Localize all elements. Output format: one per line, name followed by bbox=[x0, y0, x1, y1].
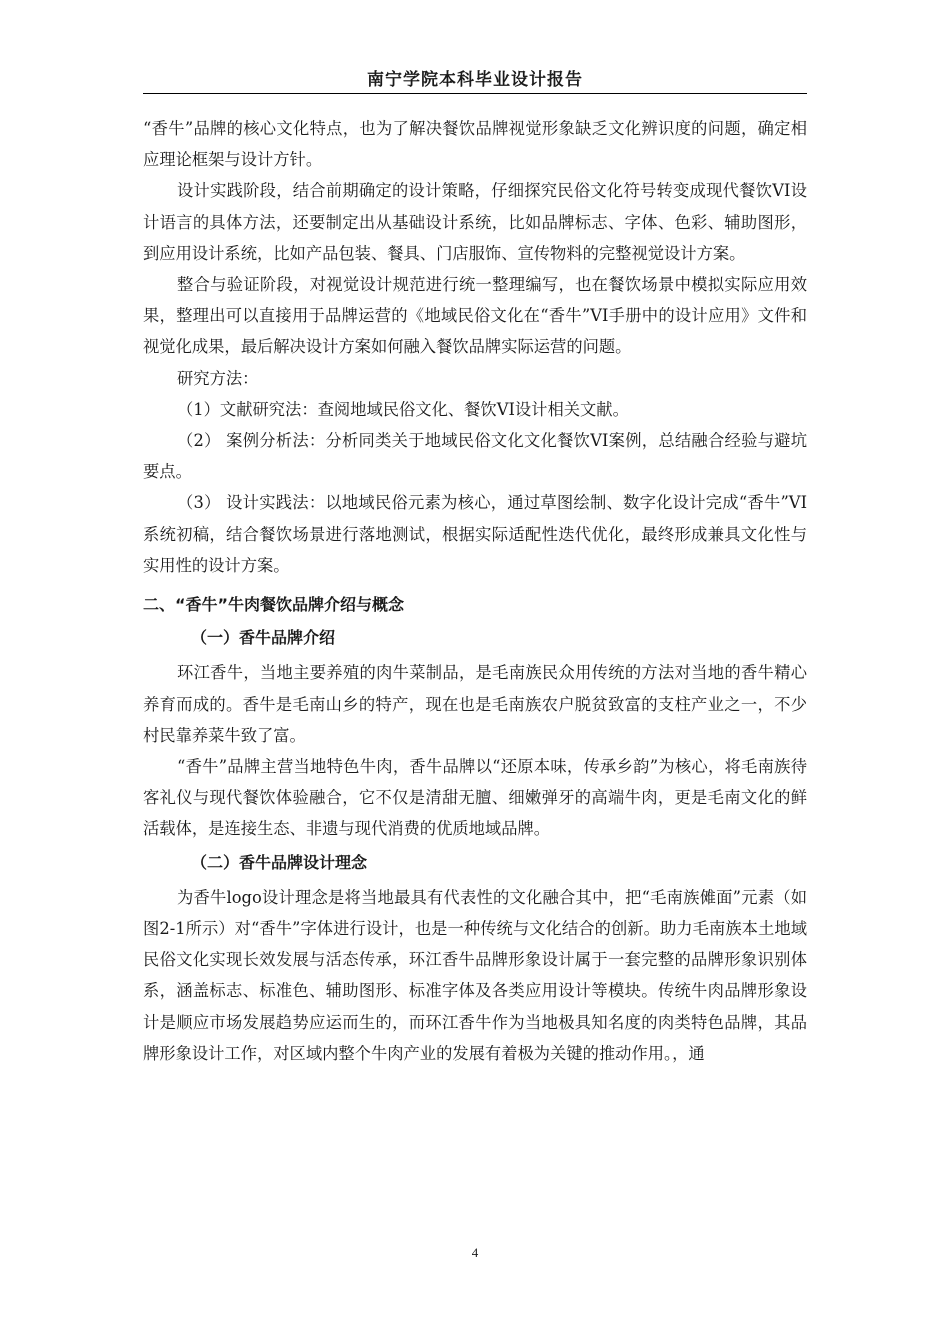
paragraph-huanjiang-cattle: 环江香牛，当地主要养殖的肉牛菜制品，是毛南族民众用传统的方法对当地的香牛精心养育而成的。香牛是毛南山乡的特产，现在也是毛南族农户脱贫致富的支柱产业之一，不少村民靠养菜牛致了富。 bbox=[143, 663, 807, 745]
header-rule bbox=[143, 93, 807, 94]
research-methods-title: 研究方法： bbox=[177, 368, 259, 388]
page-number: 4 bbox=[471, 1245, 479, 1260]
paragraph-design-practice: 设计实践阶段，结合前期确定的设计策略，仔细探究民俗文化符号转变成现代餐饮VI设计语言的具体方法，还要制定出从基础设计系统，比如品牌标志、字体、色彩、辅助图形，到应用设计系统，比如产品包装、餐具、门店服饰、宣传物料的完整视觉设计方案。 bbox=[143, 181, 807, 263]
paragraph-integration: 整合与验证阶段，对视觉设计规范进行统一整理编写，也在餐饮场景中模拟实际应用效果，整理出可以直接用于品牌运营的《地域民俗文化在“香牛”VI手册中的设计应用》文件和视觉化成果，最后解决设计方案如何融入餐饮品牌实际运营的问题。 bbox=[143, 275, 807, 357]
subsection-heading-brand-intro: （一）香牛品牌介绍 bbox=[191, 628, 336, 648]
page-header-title: 南宁学院本科毕业设计报告 bbox=[367, 70, 583, 90]
method-literature: （1）文献研究法：查阅地域民俗文化、餐饮VI设计相关文献。 bbox=[177, 399, 629, 419]
paragraph-brand-culture: “香牛”品牌的核心文化特点，也为了解决餐饮品牌视觉形象缺乏文化辨识度的问题，确定相应理论框架与设计方针。 bbox=[143, 119, 807, 170]
paragraph-brand-business: “香牛”品牌主营当地特色牛肉，香牛品牌以“还原本味，传承乡韵”为核心，将毛南族待客礼仪与现代餐饮体验融合，它不仅是清甜无膻、细嫩弹牙的高端牛肉，更是毛南文化的鲜活载体，是连接生态、非遗与现代消费的优质地域品牌。 bbox=[143, 757, 807, 839]
method-case-analysis: （2） 案例分析法：分析同类关于地域民俗文化文化餐饮VI案例，总结融合经验与避坑要点。 bbox=[143, 431, 807, 482]
document-body bbox=[143, 113, 807, 1069]
paragraph-logo-concept: 为香牛logo设计理念是将当地最具有代表性的文化融合其中，把“毛南族傩面”元素（如图2-1所示）对“香牛”字体进行设计，也是一种传统与文化结合的创新。助力毛南族本土地域民俗文化实现长效发展与活态传承，环江香牛品牌形象设计属于一套完整的品牌形象识别体系，涵盖标志、标准色、辅助图形、标准字体及各类应用设计等模块。传统牛肉品牌形象设计是顺应市场发展趋势应运而生的，而环江香牛作为当地极具知名度的肉类特色品牌，其品牌形象设计工作，对区域内整个牛肉产业的发展有着极为关键的推动作用。，通 bbox=[143, 887, 807, 1063]
subsection-heading-design-concept: （二）香牛品牌设计理念 bbox=[191, 852, 368, 872]
section-heading-2: 二、“香牛”牛肉餐饮品牌介绍与概念 bbox=[143, 595, 405, 615]
method-design-practice: （3） 设计实践法：以地域民俗元素为核心，通过草图绘制、数字化设计完成“香牛”VI系统初稿，结合餐饮场景进行落地测试，根据实际适配性迭代优化，最终形成兼具文化性与实用性的设计方案。 bbox=[143, 493, 807, 575]
